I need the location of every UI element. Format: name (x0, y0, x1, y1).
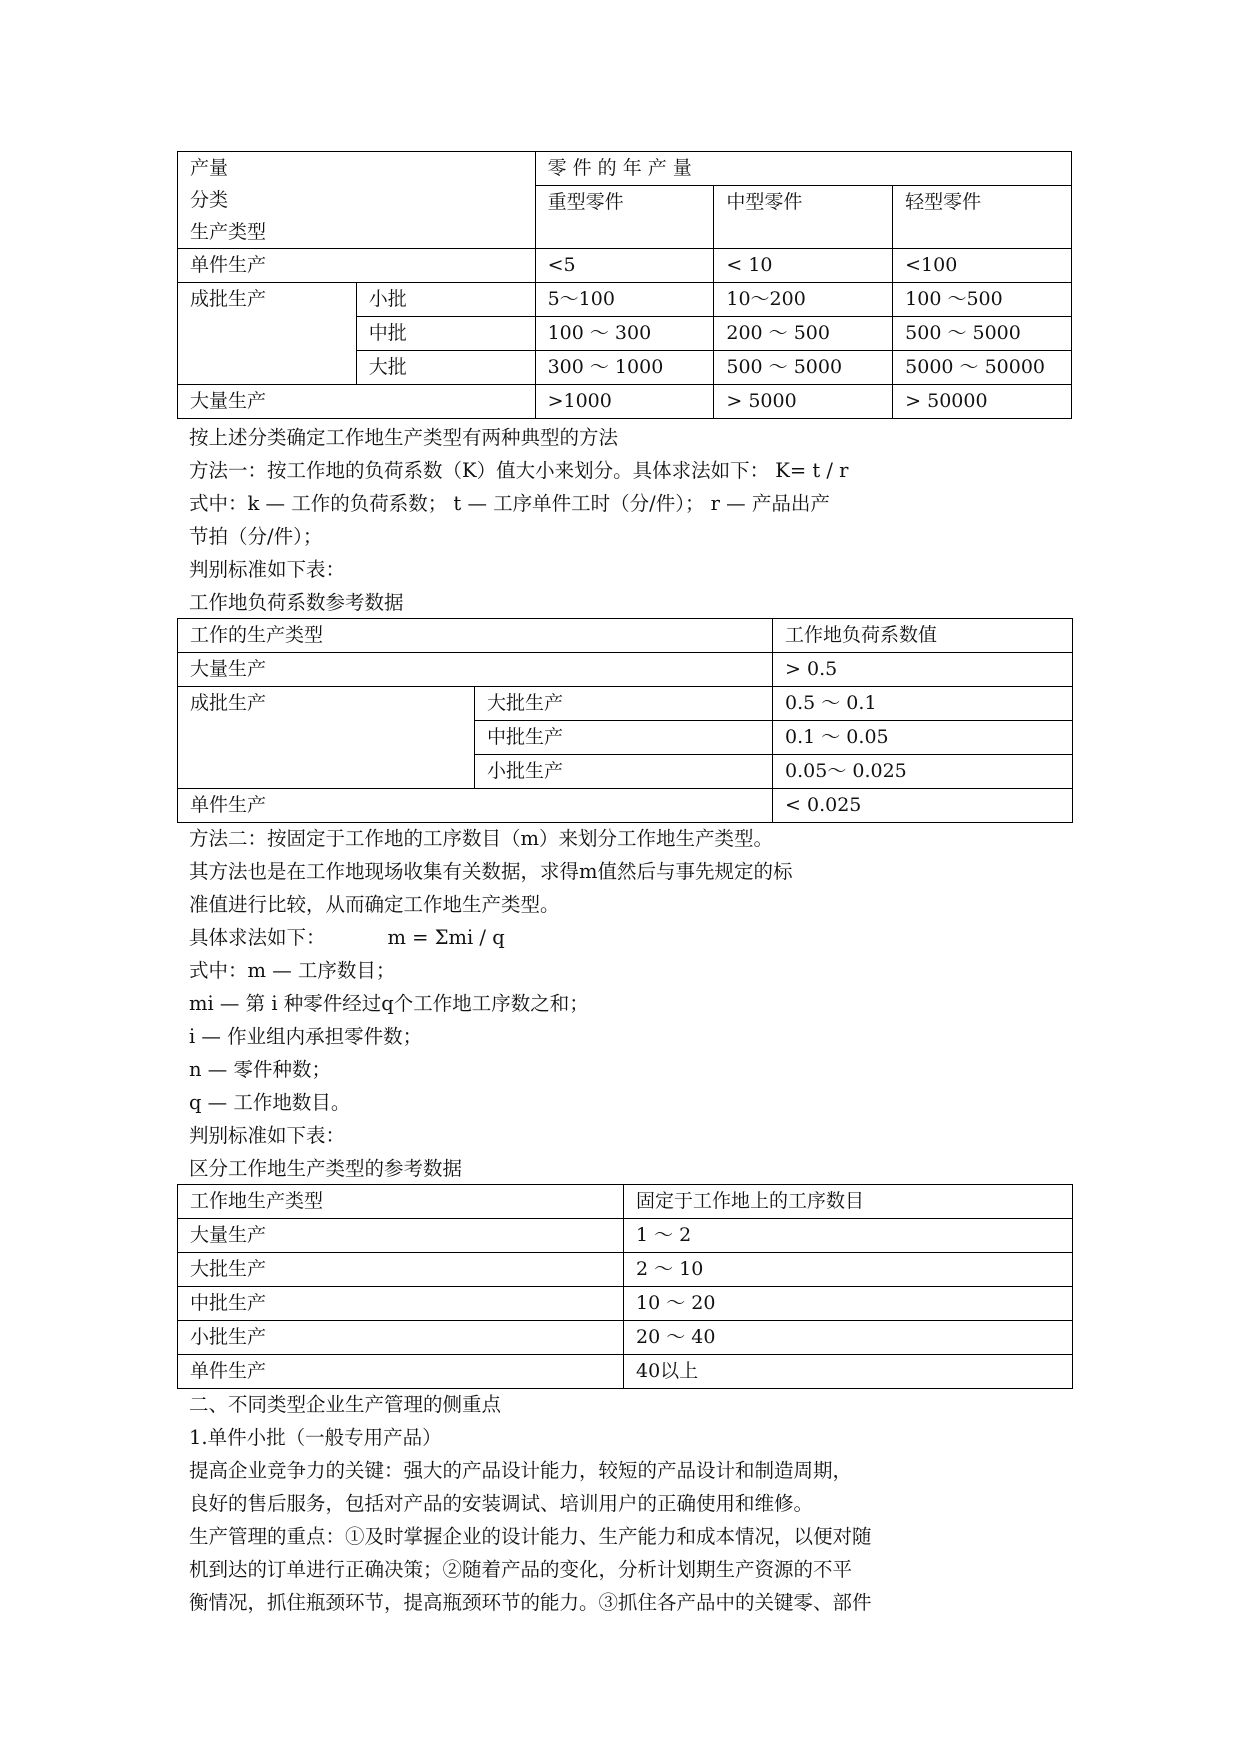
cell-heavy: >1000 (535, 385, 714, 419)
col-count-header: 固定于工作地上的工序数目 (624, 1185, 1073, 1219)
table-row (178, 283, 1072, 317)
cell-value: 0.05～ 0.025 (773, 755, 1073, 789)
paragraph-line: 式中：k — 工作的负荷系数； t — 工序单件工时（分/件）； r — 产品出产 (189, 492, 830, 515)
row-type: 单件生产 (178, 1355, 624, 1389)
header-corner-cell (178, 152, 536, 249)
paragraph-line: 节拍（分/件）； (189, 525, 323, 548)
row-type: 单件生产 (178, 789, 773, 823)
table-row (178, 687, 1073, 721)
cell-count: 10 ～ 20 (624, 1287, 1073, 1321)
process-count-table (177, 1184, 1073, 1389)
row-type: 成批生产 (178, 687, 475, 789)
table-row (178, 653, 1073, 687)
row-subtype: 中批生产 (475, 721, 773, 755)
paragraph-line: q — 工作地数目。 (189, 1091, 351, 1114)
cell-light: > 50000 (893, 385, 1072, 419)
table-row (178, 1321, 1073, 1355)
row-type: 大量生产 (178, 385, 536, 419)
table-row (178, 1355, 1073, 1389)
col-type-header: 工作地生产类型 (178, 1185, 624, 1219)
header-label-category: 分类 (190, 189, 229, 211)
cell-medium: < 10 (714, 249, 893, 283)
cell-value: < 0.025 (773, 789, 1073, 823)
cell-medium: 10～200 (714, 283, 893, 317)
paragraph-line: 方法二：按固定于工作地的工序数目（m）来划分工作地生产类型。 (189, 827, 773, 850)
paragraph-line: 生产管理的重点：①及时掌握企业的设计能力、生产能力和成本情况，以便对随 (189, 1525, 872, 1548)
table-row (178, 1219, 1073, 1253)
paragraph-line: 衡情况，抓住瓶颈环节，提高瓶颈环节的能力。③抓住各产品中的关键零、部件 (189, 1591, 872, 1614)
paragraph-line: 按上述分类确定工作地生产类型有两种典型的方法 (189, 426, 619, 449)
table-row (178, 1253, 1073, 1287)
paragraph-line: 准值进行比较，从而确定工作地生产类型。 (189, 893, 560, 916)
annual-output-header: 零 件 的 年 产 量 (535, 152, 1071, 186)
row-type: 大量生产 (178, 1219, 624, 1253)
cell-heavy: 100 ～ 300 (535, 317, 714, 351)
annual-output-table (177, 151, 1072, 419)
header-label-production-type: 生产类型 (190, 221, 267, 243)
paragraph-line: 机到达的订单进行正确决策；②随着产品的变化，分析计划期生产资源的不平 (189, 1558, 853, 1581)
cell-light: 100 ～500 (893, 283, 1072, 317)
table-caption: 工作地负荷系数参考数据 (189, 591, 404, 614)
row-subtype: 大批 (356, 351, 535, 385)
cell-count: 1 ～ 2 (624, 1219, 1073, 1253)
cell-medium: 500 ～ 5000 (714, 351, 893, 385)
col-medium-header: 中型零件 (714, 186, 893, 249)
cell-count: 40以上 (624, 1355, 1073, 1389)
row-subtype: 大批生产 (475, 687, 773, 721)
section-heading: 二、不同类型企业生产管理的侧重点 (189, 1393, 502, 1416)
paragraph-line: 判别标准如下表： (189, 558, 346, 581)
cell-heavy: 300 ～ 1000 (535, 351, 714, 385)
row-type: 小批生产 (178, 1321, 624, 1355)
row-subtype: 小批 (356, 283, 535, 317)
row-type: 大量生产 (178, 653, 773, 687)
cell-medium: > 5000 (714, 385, 893, 419)
cell-light: 5000 ～ 50000 (893, 351, 1072, 385)
row-type: 中批生产 (178, 1287, 624, 1321)
row-type: 成批生产 (178, 283, 357, 385)
row-subtype: 中批 (356, 317, 535, 351)
paragraph-line: 方法一：按工作地的负荷系数（K）值大小来划分。具体求法如下： K= t / r (189, 459, 849, 482)
paragraph-line: 判别标准如下表： (189, 1124, 346, 1147)
paragraph-line: i — 作业组内承担零件数； (189, 1025, 423, 1048)
table-row (178, 249, 1072, 283)
cell-light: 500 ～ 5000 (893, 317, 1072, 351)
cell-medium: 200 ～ 500 (714, 317, 893, 351)
row-type: 单件生产 (178, 249, 536, 283)
cell-count: 2 ～ 10 (624, 1253, 1073, 1287)
cell-heavy: 5～100 (535, 283, 714, 317)
col-value-header: 工作地负荷系数值 (773, 619, 1073, 653)
formula-line: 具体求法如下： m = Σmi / q (189, 926, 505, 949)
cell-value: 0.5 ～ 0.1 (773, 687, 1073, 721)
cell-light: <100 (893, 249, 1072, 283)
row-subtype: 小批生产 (475, 755, 773, 789)
table-row (178, 789, 1073, 823)
col-heavy-header: 重型零件 (535, 186, 714, 249)
paragraph-line: 式中：m — 工序数目； (189, 959, 396, 982)
header-label-output: 产量 (190, 157, 229, 179)
subsection-heading: 1.单件小批（一般专用产品） (189, 1426, 442, 1449)
col-type-header: 工作的生产类型 (178, 619, 773, 653)
table-row (178, 1287, 1073, 1321)
load-coefficient-table (177, 618, 1073, 823)
paragraph-line: 提高企业竞争力的关键：强大的产品设计能力，较短的产品设计和制造周期， (189, 1459, 853, 1482)
paragraph-line: 良好的售后服务，包括对产品的安装调试、培训用户的正确使用和维修。 (189, 1492, 814, 1515)
cell-value: 0.1 ～ 0.05 (773, 721, 1073, 755)
paragraph-line: n — 零件种数； (189, 1058, 331, 1081)
paragraph-line: mi — 第 i 种零件经过q个工作地工序数之和； (189, 992, 589, 1015)
cell-value: > 0.5 (773, 653, 1073, 687)
cell-heavy: <5 (535, 249, 714, 283)
paragraph-line: 其方法也是在工作地现场收集有关数据，求得m值然后与事先规定的标 (189, 860, 793, 883)
col-light-header: 轻型零件 (893, 186, 1072, 249)
table-caption: 区分工作地生产类型的参考数据 (189, 1157, 463, 1180)
row-type: 大批生产 (178, 1253, 624, 1287)
table-row (178, 385, 1072, 419)
cell-count: 20 ～ 40 (624, 1321, 1073, 1355)
